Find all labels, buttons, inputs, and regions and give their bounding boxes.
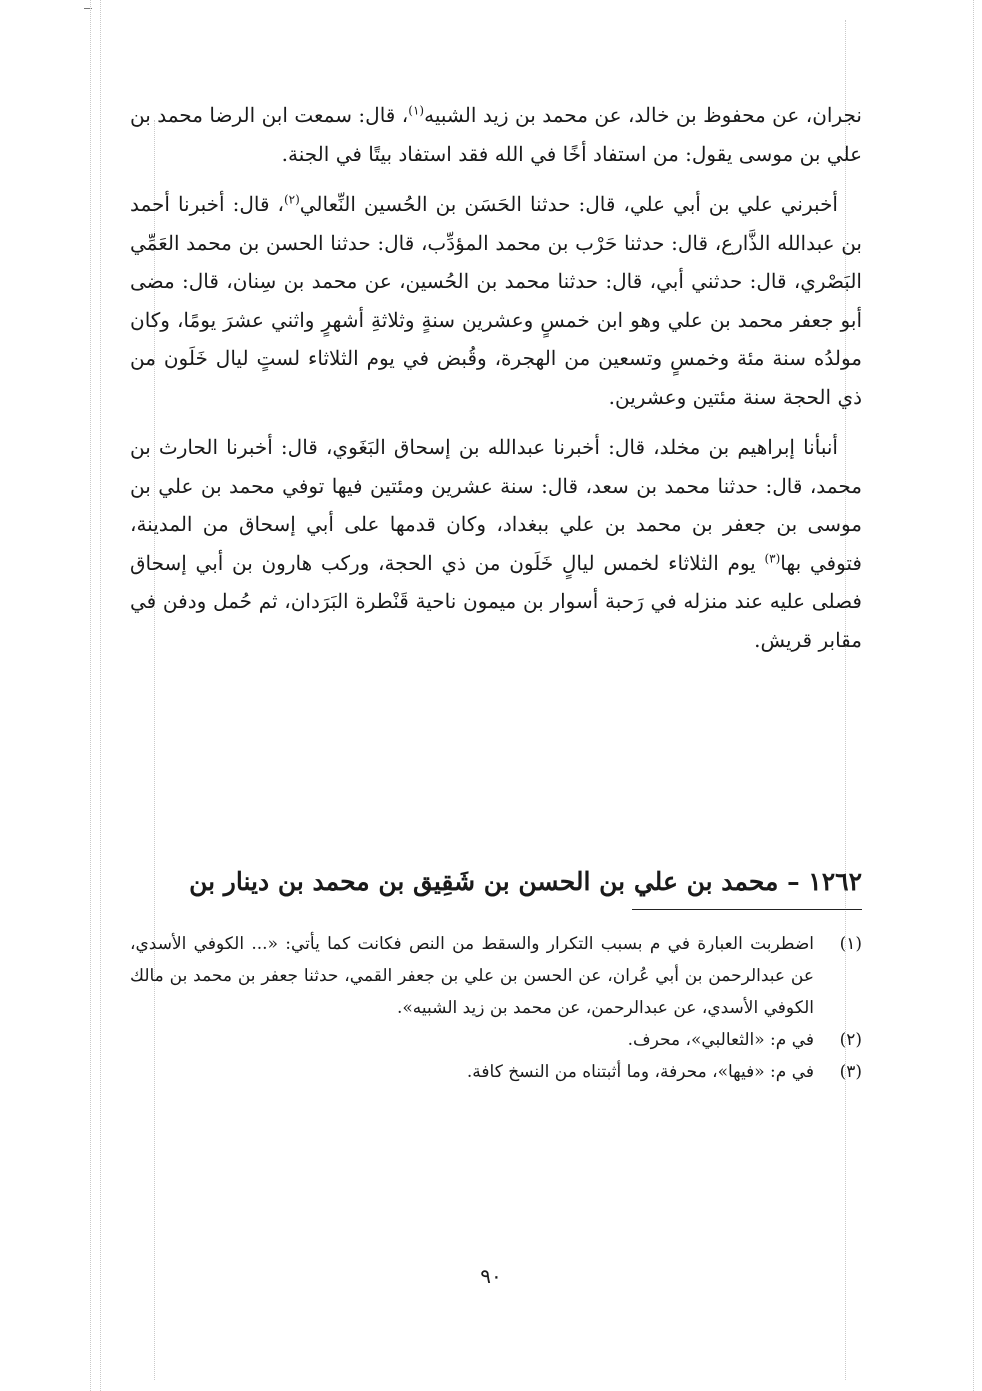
footnote-ref-2: (٢) xyxy=(283,192,300,207)
footnote-2-text: في م: «الثعالبي»، محرف. xyxy=(627,1030,814,1050)
paragraph-1-text-b: ، قال: سمعت ابن الرضا محمد بن علي بن موسى يقول: من استفاد أخًا في الله فقد استفاد بيتًا في الجنة. xyxy=(130,103,862,166)
footnote-3-number: (٣) xyxy=(839,1062,862,1082)
page-number: ٩٠ xyxy=(480,1264,502,1288)
paragraph-2 xyxy=(130,185,862,416)
scan-artifact-line xyxy=(90,0,91,1391)
paragraph-3 xyxy=(130,428,862,659)
footnote-1 xyxy=(130,928,862,1024)
footnote-1-text: اضطربت العبارة في م بسبب التكرار والسقط من النص فكانت كما يأتي: «... الكوفي الأسدي، عن عبدالرحمن بن أبي عُران، عن الحسن بن علي بن جعفر القمي، حدثنا جعفر بن محمد بن مالك الكوفي الأسدي، عن عبدالرحمن، عن محمد بن زيد الشبيه». xyxy=(130,934,814,1018)
footnote-ref-3: (٣) xyxy=(764,550,781,565)
footnote-3 xyxy=(130,1056,862,1088)
footnotes xyxy=(130,928,862,1088)
scan-artifact-line xyxy=(973,0,974,1391)
paragraph-2-text-b: ، قال: أخبرنا أحمد بن عبدالله الذَّارع، قال: حدثنا حَرْب بن محمد المؤدِّب، قال: حدثنا الحسن بن محمد العَمِّي البَصْري، قال: حدثني أبي، قال: حدثنا محمد بن الحُسين، عن محمد بن سِنان، قال: مضى أبو جعفر محمد بن علي وهو ابن خمسٍ وعشرين سنةٍ وثلاثةِ أشهرٍ واثني عشرَ يومًا، وكان مولدُه سنة مئة وخمسٍ وتسعين من الهجرة، وقُبض في يوم الثلاثاء لستٍ ليال خَلَون من ذي الحجة سنة مئتين وعشرين. xyxy=(130,192,862,409)
paragraph-3-text-a: أنبأنا إبراهيم بن مخلد، قال: أخبرنا عبدالله بن إسحاق البَغَوي، قال: أخبرنا الحارث بن محمد، قال: حدثنا محمد بن سعد، قال: سنة عشرين ومئتين فيها توفي محمد بن علي بن موسى بن جعفر بن محمد بن علي ببغداد، وكان قدمها على أبي إسحاق من المدينة، فتوفي بها xyxy=(130,435,862,575)
footnote-divider xyxy=(632,909,862,910)
footnote-ref-1: (١) xyxy=(408,103,425,118)
footnote-2-number: (٢) xyxy=(839,1030,862,1050)
footnote-3-text: في م: «فيها»، محرفة، وما أثبتناه من النسخ كافة. xyxy=(466,1062,814,1082)
paragraph-1 xyxy=(130,96,862,173)
entry-heading: ١٢٦٢ – محمد بن علي بن الحسن بن شَقِيق بن محمد بن دينار بن xyxy=(189,867,862,896)
footnote-2 xyxy=(130,1024,862,1056)
main-text xyxy=(130,96,862,659)
paragraph-2-text-a: أخبرني علي بن أبي علي، قال: حدثنا الحَسَن بن الحُسين النِّعالي xyxy=(299,192,838,216)
scan-artifact-line xyxy=(100,0,101,1391)
paragraph-1-text-a: نجران، عن محفوظ بن خالد، عن محمد بن زيد الشبيه xyxy=(424,103,862,127)
paragraph-3-text-b: يوم الثلاثاء لخمس ليالٍ خَلَون من ذي الحجة، وركب هارون بن أبي إسحاق فصلى عليه عند منزله في رَحبة أسوار بن ميمون ناحية قَنْطرة البَرَدان، ثم حُمل ودفن في مقابر قريش. xyxy=(130,550,862,652)
footnote-1-number: (١) xyxy=(839,934,862,954)
